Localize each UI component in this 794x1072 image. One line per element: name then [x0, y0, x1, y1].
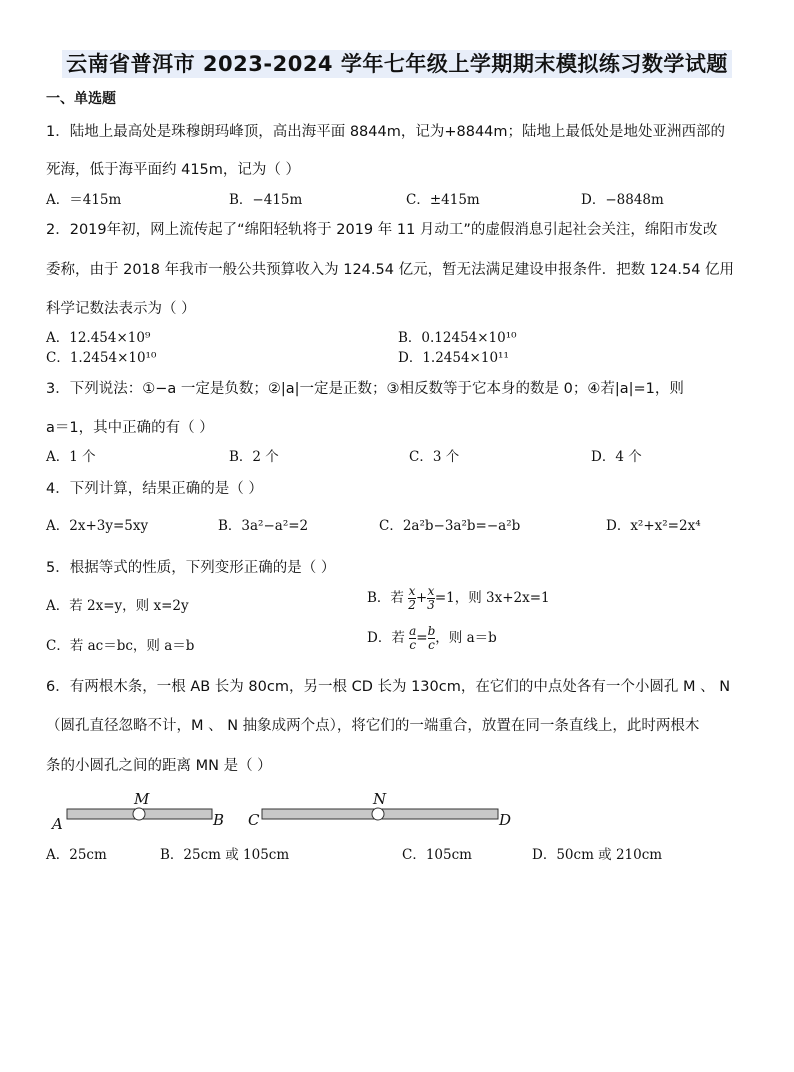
label-d: D	[499, 811, 512, 829]
option-d-suffix: ，则 a＝b	[435, 630, 497, 646]
option-b[interactable]: B．0.12454×10¹⁰	[398, 330, 517, 346]
option-b[interactable]: B．3a²−a²=2	[218, 518, 309, 534]
option-a[interactable]: A．25cm	[46, 847, 107, 863]
fraction-b-over-c: b c	[427, 624, 436, 652]
option-d[interactable]: D．50cm 或 210cm	[532, 847, 663, 863]
option-c[interactable]: C．1.2454×10¹⁰	[46, 350, 157, 366]
option-a[interactable]: A．12.454×10⁹	[46, 330, 151, 346]
option-d-prefix: D．若	[367, 630, 405, 646]
wood-strips-figure	[0, 785, 794, 835]
option-b-suffix: =1，则 3x+2x=1	[434, 590, 550, 606]
option-c[interactable]: C．若 ac＝bc，则 a＝b	[46, 638, 195, 654]
label-n: N	[373, 790, 387, 808]
label-a: A	[52, 815, 63, 833]
option-c[interactable]: C．105cm	[402, 847, 472, 863]
label-m: M	[134, 790, 150, 808]
question-5-text: 5．根据等式的性质，下列变形正确的是（ ）	[46, 560, 336, 576]
fraction-a-over-c: a c	[409, 624, 417, 652]
option-c[interactable]: C．2a²b−3a²b=−a²b	[379, 518, 521, 534]
hole-n	[372, 808, 384, 820]
option-b-prefix: B．若	[367, 590, 404, 606]
question-2-text-2: 委称，由于 2018 年我市一般公共预算收入为 124.54 亿元，暂无法满足建设申报条件．把数 124.54 亿用	[46, 262, 735, 278]
question-2-text: 2．2019年初，网上流传起了“绵阳轻轨将于 2019 年 11 月动工”的虚假消息引起社会关注，绵阳市发改	[46, 222, 718, 238]
option-b[interactable]: B．2 个	[229, 449, 279, 465]
label-b: B	[213, 811, 225, 829]
option-c[interactable]: C．±415m	[406, 192, 480, 208]
option-a[interactable]: A．1 个	[46, 449, 96, 465]
question-6-text: 6．有两根木条，一根 AB 长为 80cm，另一根 CD 长为 130cm，在它们的中点处各有一个小圆孔 M 、 N	[46, 679, 731, 695]
section-heading: 一、单选题	[46, 91, 116, 107]
question-3-text-2: a＝1，其中正确的有（ ）	[46, 420, 214, 436]
question-4-text: 4．下列计算，结果正确的是（ ）	[46, 481, 263, 497]
fraction-x-over-2: x 2	[408, 584, 416, 612]
option-b[interactable]: B．25cm 或 105cm	[160, 847, 290, 863]
option-a[interactable]: A．2x+3y=5xy	[46, 518, 149, 534]
question-1-text-2: 死海，低于海平面约 415m，记为（ ）	[46, 162, 301, 178]
option-d[interactable]: D．x²+x²=2x⁴	[606, 518, 701, 534]
option-d[interactable]: D．4 个	[591, 449, 642, 465]
question-3-text: 3．下列说法：①−a 一定是负数；②|a|一定是正数；③相反数等于它本身的数是 0；④若|a|=1，则	[46, 381, 684, 397]
option-a[interactable]: A．＝415m	[46, 192, 122, 208]
option-d[interactable]: D．若 a c =b c ，则 a＝b	[367, 624, 497, 652]
hole-m	[133, 808, 145, 820]
option-c[interactable]: C．3 个	[409, 449, 460, 465]
question-6-text-2: （圆孔直径忽略不计，M 、 N 抽象成两个点），将它们的一端重合，放置在同一条直线上，此时两根木	[46, 718, 700, 734]
page-title: 云南省普洱市 2023-2024 学年七年级上学期期末模拟练习数学试题	[0, 48, 794, 78]
question-2-text-3: 科学记数法表示为（ ）	[46, 301, 196, 317]
label-c: C	[248, 811, 260, 829]
option-b[interactable]: B．若 x 2 +x 3 =1，则 3x+2x=1	[367, 584, 550, 612]
option-b[interactable]: B．−415m	[229, 192, 303, 208]
option-a[interactable]: A．若 2x=y，则 x=2y	[46, 598, 189, 614]
fraction-x-over-3: x 3	[427, 584, 435, 612]
question-1-text: 1．陆地上最高处是珠穆朗玛峰顶，高出海平面 8844m，记为+8844m；陆地上最低处是地处亚洲西部的	[46, 124, 726, 140]
option-d[interactable]: D．−8848m	[581, 192, 664, 208]
option-d[interactable]: D．1.2454×10¹¹	[398, 350, 509, 366]
question-6-text-3: 条的小圆孔之间的距离 MN 是（ ）	[46, 758, 272, 774]
